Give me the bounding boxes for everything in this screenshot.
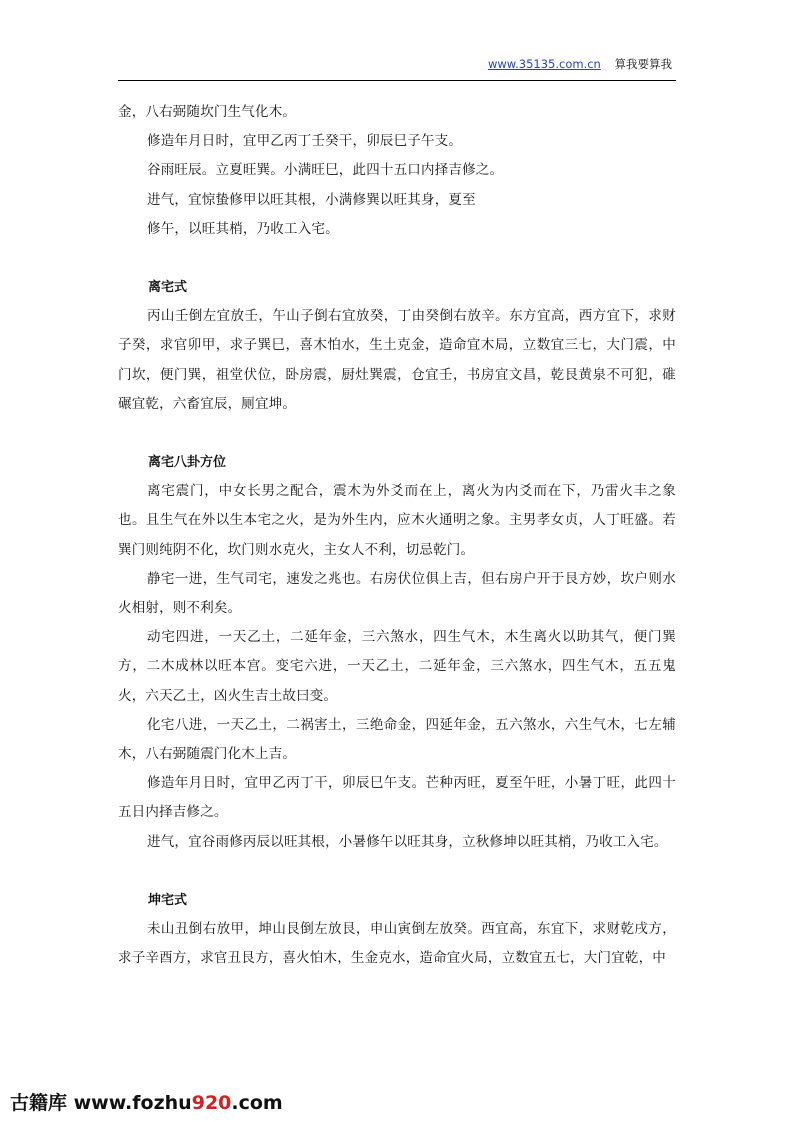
site-brand: 算我要算我 [614,57,672,71]
header-right [488,56,672,72]
page-header [118,56,676,78]
section-gap [118,419,676,448]
section-heading: 离宅八卦方位 [148,455,227,471]
section-li-house [118,273,676,419]
header-divider [118,80,676,81]
paragraph: 动宅四进，一天乙土，二延年金，三六煞水，四生气木，木生离火以助其气，便门巽方，二木成林以旺本宫。变宅六进，一天乙土，二延年金，三六煞水，四生气木，五五鬼火，六天乙土，凶火生吉土故曰变。 [118,629,676,704]
paragraph: 化宅八进，一天乙土，二祸害土，三绝命金，四延年金，五六煞水，六生气木，七左辅木，八右弼随震门化木上吉。 [118,716,676,763]
section-kun-house [118,886,676,974]
paragraph: 进气，宜谷雨修丙辰以旺其根，小暑修午以旺其身，立秋修坤以旺其梢，乃收工入宅。 [147,833,668,850]
paragraph: 离宅震门，中女长男之配合，震木为外爻而在上，离火为内爻而在下，乃雷火丰之象也。且生气在外以生本宅之火，是为外生内，应木火通明之象。主男孝女贞，人丁旺盛。若巽门则纯阴不化，坎门则水克火，主女人不利，切忌乾门。 [118,483,676,558]
section-continuation [118,98,676,244]
footer-watermark [10,1088,283,1115]
section-gap [118,857,676,886]
footer-suffix: .com [231,1092,283,1114]
paragraph: 进气，宜惊蛰修甲以旺其根，小满修巽以旺其身，夏至 [147,191,476,208]
paragraph: 修午，以旺其梢，乃收工入宅。 [147,220,339,237]
footer-prefix: 古籍库 www.fozhu [10,1092,192,1114]
paragraph: 金，八右弼随坎门生气化木。 [118,104,297,120]
section-gap [118,244,676,273]
paragraph: 未山丑倒右放甲，坤山艮倒左放艮，申山寅倒左放癸。西宜高，东宜下，求财乾戌方，求子辛酉方，求官丑艮方，喜火怕木，生金克水，造命宜火局，立数宜五七，大门宜乾，中 [118,921,676,967]
footer-number: 920 [191,1092,232,1114]
site-url-link[interactable]: www.35135.com.cn [487,57,601,71]
paragraph: 静宅一进，生气司宅，速发之兆也。右房伏位俱上吉，但右房户开于艮方妙，坎户则水火相射，则不利矣。 [118,570,676,617]
paragraph: 修造年月日时，宜甲乙丙丁干，卯辰巳午支。芒种丙旺，夏至午旺，小暑丁旺，此四十五日内择吉修之。 [118,775,676,821]
paragraph: 修造年月日时，宜甲乙丙丁壬癸干，卯辰巳子午支。 [147,133,463,150]
section-li-house-bagua [118,448,676,857]
document-body [118,98,676,973]
paragraph: 谷雨旺辰。立夏旺巽。小满旺巳，此四十五口内择吉修之。 [147,162,504,179]
section-heading: 坤宅式 [148,892,188,908]
paragraph: 丙山壬倒左宜放壬，午山子倒右宜放癸，丁由癸倒右放辛。东方宜高，西方宜下，求财子癸，求官卯甲，求子巽巳，喜木怕水，生土克金，造命宜木局，立数宜三七，大门震，中门坎，便门巽，祖堂伏位，卧房震，厨灶巽震，仓宜壬，书房宜文昌，乾艮黄泉不可犯，碓碾宜乾，六畜宜辰，厕宜坤。 [118,308,676,412]
section-heading: 离宅式 [148,280,188,296]
